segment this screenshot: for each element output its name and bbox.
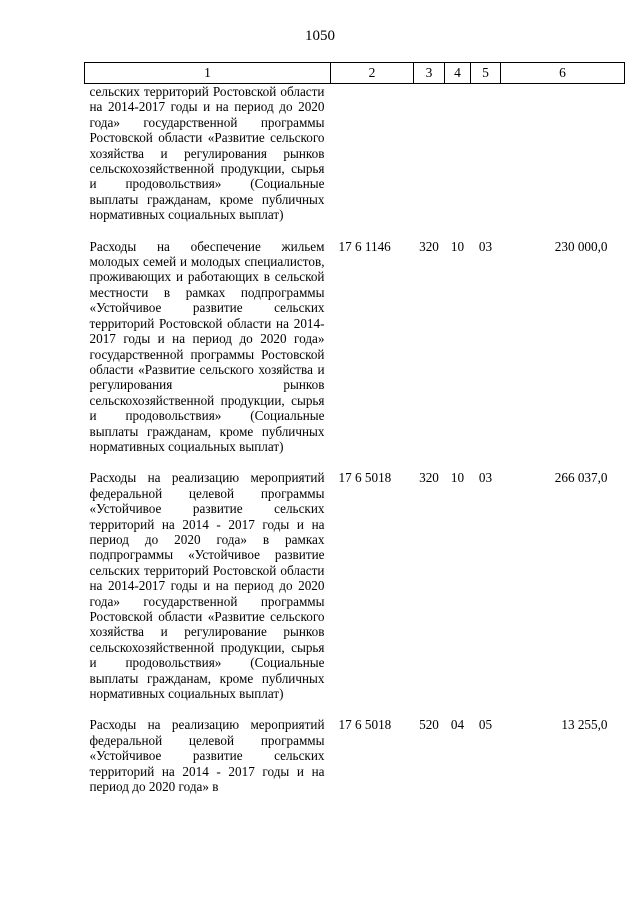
row-description: Расходы на реализацию мероприятий федеральной целевой программы «Устойчивое развитие сельских территорий на 2014 - 2017 годы и на период до 2020 года» в рамках подпрограммы «Устойчивое развитие сельских территорий Ростовской области на 2014-2017 годы и на период до 2020 года» государственной программы Ростовской области «Развитие сельского хозяйства и регулирование рынков сельскохозяйственной продукции, сырья и продовольствия» (Социальные выплаты гражданам, кроме публичных нормативных социальных выплат) [89, 470, 325, 702]
row-code: 17 6 5018 [338, 470, 392, 486]
row-description: Расходы на реализацию мероприятий федеральной целевой программы «Устойчивое развитие сельских территорий на 2014 - 2017 годы и на период до 2020 года» в [89, 717, 325, 795]
row-amount: 266 037,0 [554, 470, 608, 486]
row-description: сельских территорий Ростовской области на 2014-2017 годы и на период до 2020 года» государственной программы Ростовской области «Развитие сельского хозяйства и регулирования рынков сельскохозяйственной продукции, сырья и продовольствия» (Социальные выплаты гражданам, кроме публичных нормативных социальных выплат) [89, 84, 325, 223]
row-col-4 [445, 84, 471, 235]
row-description: Расходы на обеспечение жильем молодых семей и молодых специалистов, проживающих и работающих в сельской местности в рамках подпрограммы «Устойчивое развитие сельских территорий Ростовской области на 2014-2017 годы и на период до 2020 года» государственной программы Ростовской области «Развитие сельского хозяйства и регулирования рынков сельскохозяйственной продукции, сырья и продовольствия» (Социальные выплаты гражданам, кроме публичных нормативных социальных выплат) [89, 238, 325, 454]
table-row [85, 466, 625, 713]
row-col-3: 520 [419, 717, 439, 733]
row-col-4: 10 [450, 238, 465, 254]
table-row [85, 84, 625, 235]
row-col-3: 320 [419, 470, 439, 486]
header-col-1: 1 [85, 63, 331, 84]
row-code [331, 84, 414, 235]
row-col-4: 04 [450, 717, 465, 733]
header-col-4: 4 [445, 63, 471, 84]
row-col-3: 320 [419, 238, 439, 254]
row-col-5: 03 [478, 470, 493, 486]
header-col-2: 2 [331, 63, 414, 84]
row-amount: 13 255,0 [561, 717, 608, 733]
row-col-5: 03 [478, 238, 493, 254]
header-col-5: 5 [471, 63, 501, 84]
row-amount [501, 84, 625, 235]
header-col-6: 6 [501, 63, 625, 84]
budget-table [84, 62, 625, 806]
row-code: 17 6 1146 [338, 238, 391, 254]
header-col-3: 3 [414, 63, 445, 84]
page-number: 1050 [305, 28, 335, 44]
row-col-5 [471, 84, 501, 235]
row-col-3 [414, 84, 445, 235]
row-col-4: 10 [450, 470, 465, 486]
row-amount: 230 000,0 [554, 238, 608, 254]
row-col-5: 05 [478, 717, 493, 733]
table-row [85, 235, 625, 467]
table-row [85, 713, 625, 806]
row-code: 17 6 5018 [338, 717, 392, 733]
table-header-row [85, 63, 625, 84]
